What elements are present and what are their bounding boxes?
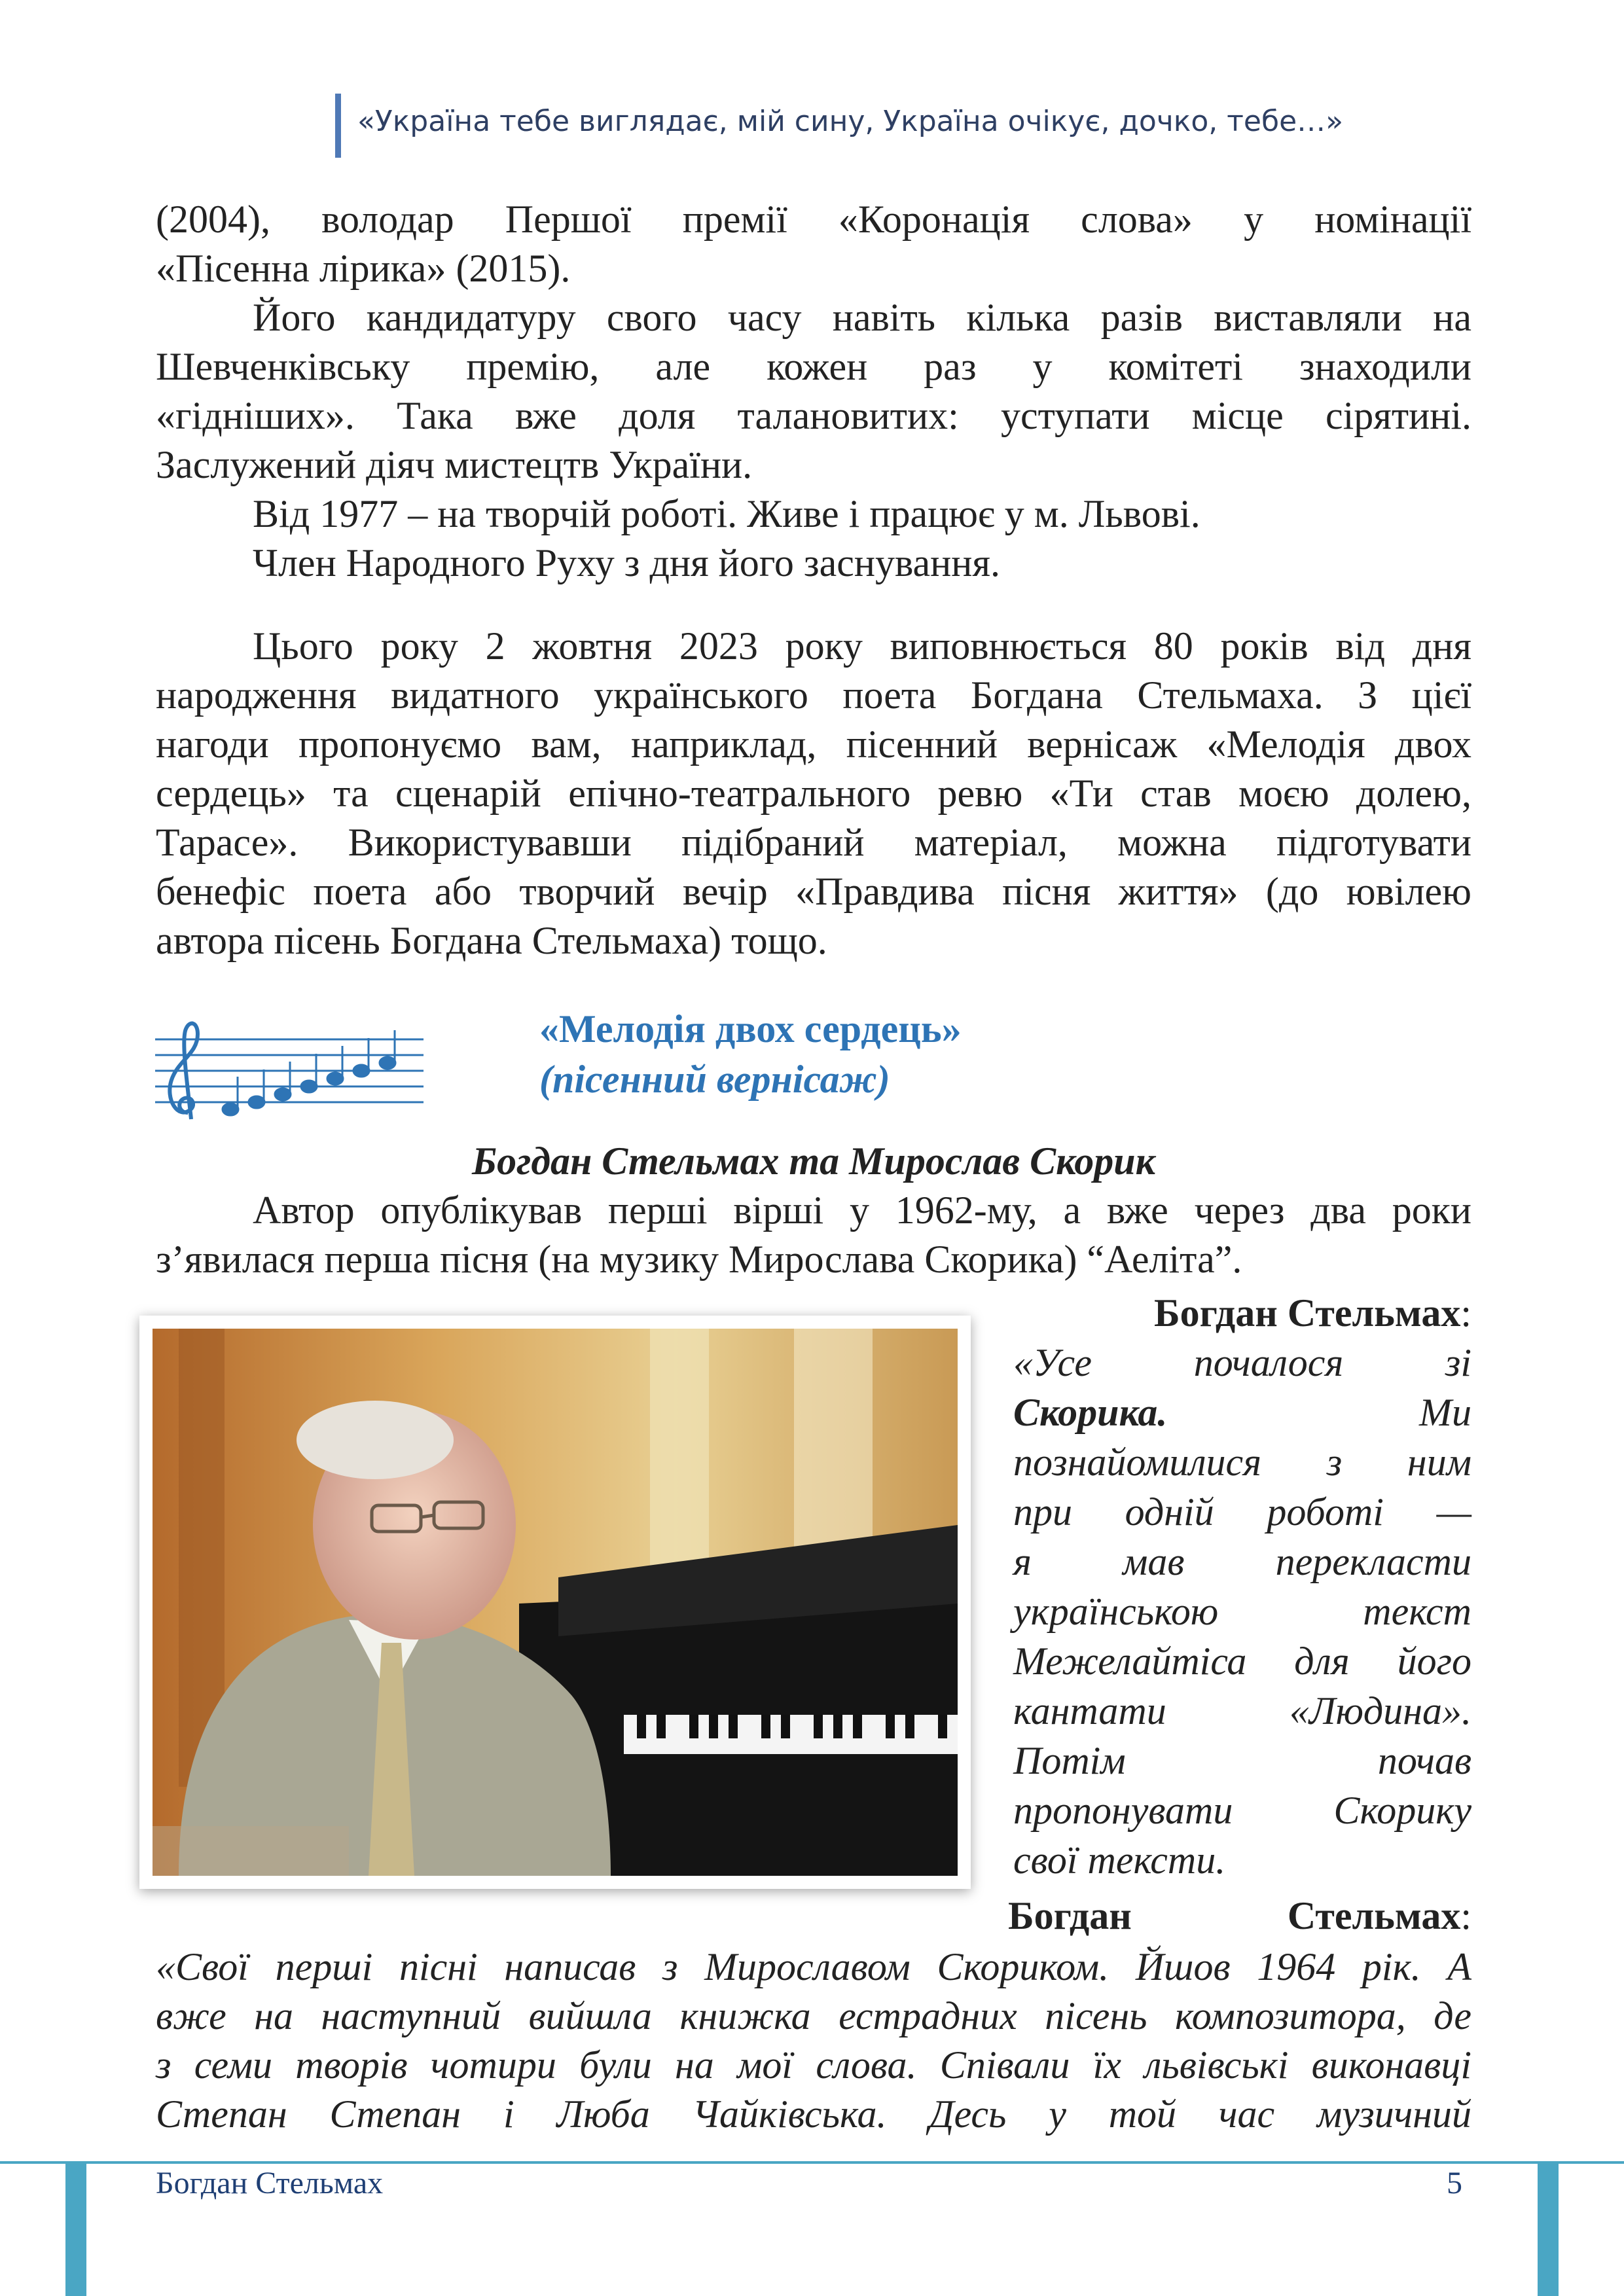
para5-line: автора пісень Богдана Стельмаха) тощо. (156, 919, 827, 962)
authors-heading: Богдан Стельмах та Мирослав Скорик (471, 1139, 1156, 1183)
quote-line: при одній роботі — (1013, 1490, 1471, 1534)
para5-line: Тарасе». Використувавши підібраний матеріал, можна підготувати (156, 821, 1471, 864)
footer-author: Богдан Стельмах (156, 2166, 384, 2200)
colon: : (1460, 1894, 1471, 1937)
para1-line1: (2004), володар Першої премії «Коронація слова» у номінації (156, 198, 1471, 241)
quote-line: «Усе почалося зі (1013, 1341, 1471, 1384)
quote-line: свої тексти. (1013, 1839, 1226, 1882)
side-quote-speaker-line (1013, 1288, 1471, 1338)
portrait-at-piano-photo (153, 1329, 958, 1876)
para5-line: бенефіс поета або творчий вечір «Правдива пісня життя» (до ювілею (156, 870, 1471, 913)
intro-line2: з’явилася перша пісня (на музику Мирослава Скорика) “Аеліта”. (156, 1238, 1242, 1281)
para5-line: народження видатного українського поета Богдана Стельмаха. З цієї (156, 673, 1471, 717)
para2-line3: «гідніших». Така вже доля талановитих: уступати місце сірятині. (156, 394, 1471, 437)
quote-speaker: Богдан Стельмах (1153, 1291, 1461, 1335)
side-quote (1013, 1288, 1471, 1885)
quote-speaker: Богдан Стельмах (1008, 1894, 1461, 1937)
treble-clef-notes-icon (152, 1014, 427, 1126)
quote-line: українською текст (1013, 1590, 1471, 1633)
quote-line: пропонувати Скорику (1013, 1789, 1471, 1832)
second-quote-speaker-line (1008, 1892, 1471, 1941)
colon: : (1460, 1291, 1471, 1335)
second-quote-line: Степан Степан і Люба Чайківська. Десь у той час музичний (156, 2092, 1471, 2136)
second-quote-line: вже на наступний вийшла книжка естрадних пісень композитора, де (156, 1994, 1471, 2037)
page-number: 5 (1447, 2166, 1462, 2200)
quote-line (1013, 1388, 1471, 1437)
para3: Від 1977 – на творчій роботі. Живе і працює у м. Львові. (253, 492, 1200, 535)
para4: Член Народного Руху з дня його заснування. (253, 541, 1000, 584)
para2-line4: Заслужений діяч мистецтв України. (156, 443, 753, 486)
section-subtitle: (пісенний вернісаж) (539, 1058, 890, 1101)
quote-emphasis: Скорика. (1013, 1391, 1168, 1434)
quote-line: Потім почав (1013, 1739, 1471, 1782)
quote-line: я мав перекласти (1013, 1540, 1471, 1583)
second-quote-line: з семи творів чотири були на мої слова. Співали їх львівські виконавці (156, 2043, 1471, 2087)
second-quote-line: «Свої перші пісні написав з Мирославом Скориком. Йшов 1964 рік. А (156, 1945, 1471, 1988)
footer-left-bar (65, 2161, 86, 2296)
para1-line2: «Пісенна лірика» (2015). (156, 247, 571, 290)
para2-line2: Шевченківську премію, але кожен раз у комітеті знаходили (156, 345, 1471, 388)
quote-text: Ми (1419, 1391, 1471, 1434)
para2-line1: Його кандидатуру свого часу навіть кілька разів виставляли на (253, 296, 1471, 339)
para5-line: сердець» та сценарій епічно-театрального ревю «Ти став моєю долею, (156, 772, 1471, 815)
running-title: «Україна тебе виглядає, мій сину, Україна очікує, дочко, тебе…» (357, 105, 1344, 138)
footer-right-bar (1538, 2161, 1559, 2296)
para5-line: нагоди пропонуємо вам, наприклад, пісенний вернісаж «Мелодія двох (156, 723, 1471, 766)
header-accent-bar (335, 94, 341, 158)
intro-line1: Автор опублікував перші вірші у 1962-му, а вже через два роки (253, 1189, 1471, 1232)
quote-line: познайомилися з ним (1013, 1441, 1471, 1484)
photo-frame (139, 1316, 971, 1889)
quote-line: кантати «Людина». (1013, 1689, 1471, 1732)
section-title: «Мелодія двох сердець» (539, 1007, 962, 1050)
para5-line: Цього року 2 жовтня 2023 року виповнюється 80 років від дня (253, 624, 1471, 668)
quote-line: Межелайтіса для його (1013, 1640, 1471, 1683)
